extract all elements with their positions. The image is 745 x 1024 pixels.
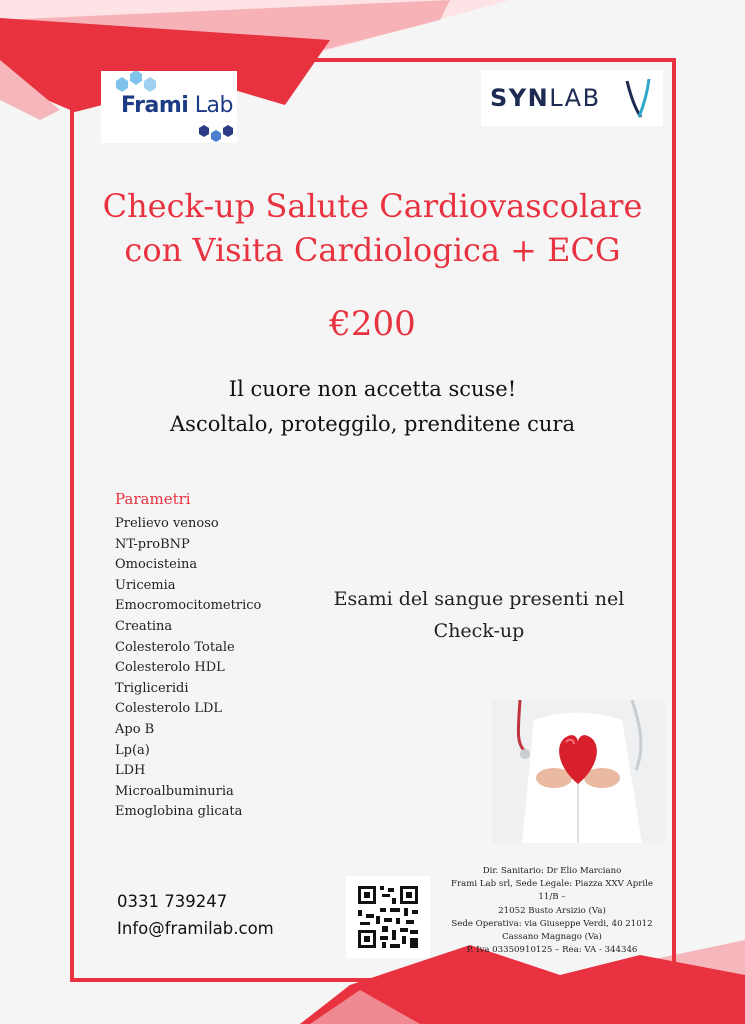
slogan-line-2: Ascoltalo, proteggilo, prenditene cura <box>170 412 575 436</box>
title-line-2: con Visita Cardiologica + ECG <box>124 231 621 269</box>
parameter-item: Emoglobina glicata <box>115 804 243 820</box>
legal-line-2: Frami Lab srl, Sede Legale: Piazza XXV Aprile 11/B – <box>451 879 653 903</box>
exams-note-line-2: Check-up <box>433 620 525 642</box>
legal-line-1: Dir. Sanitario: Dr Elio Marciano <box>482 866 622 876</box>
title-line-1: Check-up Salute Cardiovascolare <box>102 187 643 225</box>
parameter-item: Emocromocitometrico <box>115 598 262 614</box>
slogan <box>0 372 745 442</box>
parameter-item: Colesterolo HDL <box>115 660 225 676</box>
parameter-item: Omocisteina <box>115 557 198 573</box>
synlab-wordmark: SYNLAB <box>490 84 601 112</box>
phone-number[interactable]: 0331 739247 <box>117 892 228 911</box>
parameter-item: Uricemia <box>115 577 176 593</box>
legal-line-4: Sede Operativa: via Giuseppe Verdi, 40 21012 <box>451 918 653 929</box>
frami-lab-logo <box>101 71 237 143</box>
parameter-item: Trigliceridi <box>115 680 189 696</box>
qr-code-icon <box>346 876 430 958</box>
parameter-item: Microalbuminuria <box>115 783 234 799</box>
exams-note-line-1: Esami del sangue presenti nel <box>333 588 625 610</box>
frami-lab-wordmark: Frami Lab <box>121 93 233 118</box>
parameter-item: Apo B <box>115 721 155 737</box>
legal-line-6: P. Iva 03350910125 – Rea: VA - 344346 <box>466 945 638 956</box>
parameter-item: NT-proBNP <box>115 536 190 552</box>
heart-illustration <box>492 700 665 843</box>
page-title <box>0 184 745 272</box>
synlab-wave-icon <box>621 75 657 121</box>
synlab-logo <box>481 70 663 126</box>
parameter-item: Colesterolo Totale <box>115 639 235 655</box>
price: €200 <box>329 304 416 344</box>
email-address[interactable]: Info@framilab.com <box>117 919 274 938</box>
parameter-item: LDH <box>115 763 146 779</box>
parameter-item: Prelievo venoso <box>115 516 219 531</box>
parameter-item: Lp(a) <box>115 742 150 758</box>
parameters-list <box>115 514 261 823</box>
parameters-heading: Parametri <box>115 490 191 508</box>
contact-block <box>117 888 274 942</box>
parameter-item: Colesterolo LDL <box>115 701 223 717</box>
legal-info <box>440 865 664 957</box>
slogan-line-1: Il cuore non accetta scuse! <box>228 377 517 401</box>
legal-line-3: 21052 Busto Arsizio (Va) <box>498 905 606 916</box>
heart-in-hands-photo <box>492 700 665 843</box>
exams-note <box>318 583 640 647</box>
parameter-item: Creatina <box>115 618 173 634</box>
qr-code[interactable] <box>346 876 430 958</box>
legal-line-5: Cassano Magnago (Va) <box>502 932 602 943</box>
